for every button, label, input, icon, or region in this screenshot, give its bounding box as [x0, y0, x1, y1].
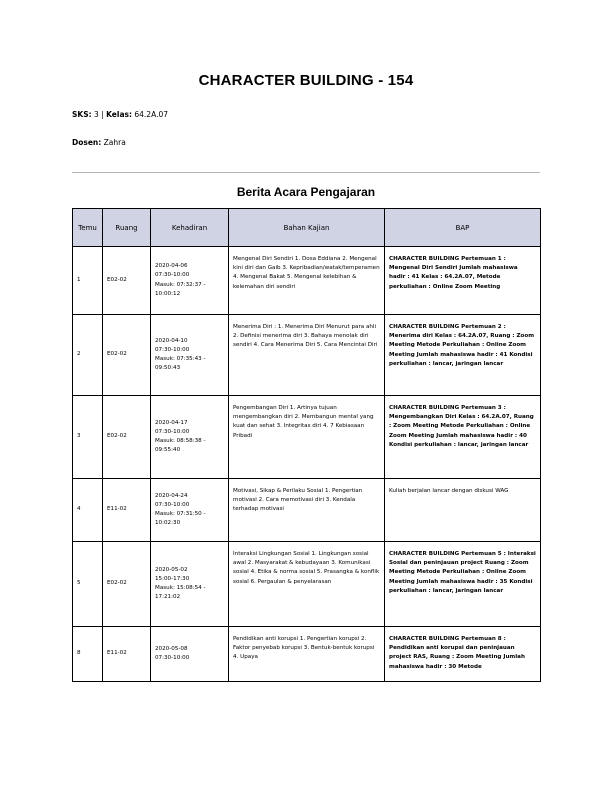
attendance-checkin: Masuk: 07:32:37 -: [155, 281, 206, 288]
attendance-date: 2020-04-06: [155, 263, 188, 270]
attendance-date: 2020-04-24: [155, 492, 188, 499]
cell-kehadiran: [151, 315, 229, 396]
table-row: [73, 479, 541, 542]
table-row: [73, 396, 541, 479]
attendance-date: 2020-05-02: [155, 566, 188, 573]
attendance-checkin: Masuk: 07:35:43 -: [155, 356, 206, 362]
cell-temu: 4: [73, 479, 103, 542]
cell-bap: Kuliah berjalan lancar dengan diskusi WAG: [385, 479, 541, 542]
cell-temu: 3: [73, 396, 103, 479]
attendance-checkout: 10:02:30: [155, 520, 181, 527]
table-row: [73, 315, 541, 396]
attendance-schedule: 07:30-10:00: [155, 272, 190, 279]
attendance-date: 2020-04-10: [155, 337, 188, 344]
section-title: Berita Acara Pengajaran: [236, 185, 376, 199]
cell-ruang: E11-02: [103, 479, 151, 542]
divider: [72, 172, 540, 173]
col-header-bahan-kajian: Bahan Kajian: [229, 209, 385, 247]
cell-temu: 8: [73, 627, 103, 682]
attendance-schedule: 07:30-10:00: [155, 501, 190, 508]
cell-ruang: E02-02: [103, 542, 151, 627]
attendance-checkin: Masuk: 08:58:38 -: [155, 438, 206, 444]
cell-bap: CHARACTER BUILDING Pertemuan 1 : Mengenal Diri Sendiri Jumlah mahasiswa hadir : 41 Kelas : 64.2A.07, Metode perkuliahan : Online Zoom Meeting: [385, 247, 541, 315]
table-header-row: [73, 209, 541, 247]
cell-ruang: E02-02: [103, 315, 151, 396]
cell-kehadiran: [151, 479, 229, 542]
cell-bahan-kajian: Motivasi, Sikap & Perilaku Sosial 1. Pengertian motivasi 2. Cara memotivasi diri 3. Kendala terhadap motivasi: [229, 479, 385, 542]
cell-ruang: E11-02: [103, 627, 151, 682]
attendance-checkout: 09:50:43: [155, 365, 181, 372]
attendance-schedule: 07:30-10:00: [155, 428, 190, 435]
cell-temu: 2: [73, 315, 103, 396]
table-row: [73, 627, 541, 682]
cell-bap: CHARACTER BUILDING Pertemuan 3 : Mengembangkan Diri Kelas : 64.2A.07, Ruang : Zoom Meeting Metode Perkuliahan : Online Zoom Meeting Jumlah mahasiswa hadir : 40 Kondisi perkuliahan : lancar, jaringan lancar: [385, 396, 541, 479]
attendance-date: 2020-05-08: [155, 645, 188, 652]
lecturer-meta: [72, 138, 126, 147]
col-header-bap: BAP: [385, 209, 541, 247]
attendance-checkout: 17:21:02: [155, 594, 181, 601]
cell-bahan-kajian: Pengembangan Diri 1. Artinya tujuan mengembangkan diri 2. Membangun mental yang kuat dan sehat 3. Integritas diri 4. 7 Kebiasaan Pribadi: [229, 396, 385, 479]
sks-value: 3: [94, 110, 99, 119]
dosen-value: Zahra: [103, 138, 126, 147]
meta-separator: |: [101, 110, 104, 119]
cell-bap: CHARACTER BUILDING Pertemuan 2 : Menerima diri Kelas : 64.2A.07, Ruang : Zoom Meeting Metode Perkuliahan : Online Zoom Meeting Jumlah mahasiswa hadir : 41 Kondisi perkuliahan : lancar, jaringan lancar: [385, 315, 541, 396]
cell-kehadiran: [151, 396, 229, 479]
cell-temu: 5: [73, 542, 103, 627]
attendance-schedule: 07:30-10:00: [155, 346, 190, 353]
cell-bap: CHARACTER BUILDING Pertemuan 5 : Interaksi Sosial dan peninjauan project Ruang : Zoom Meeting Metode Perkuliahan : Online Zoom Meeting Jumlah mahasiswa hadir : 35 Kondisi perkuliahan : lancar, jaringan lancar: [385, 542, 541, 627]
cell-kehadiran: [151, 542, 229, 627]
cell-kehadiran: [151, 247, 229, 315]
kelas-value: 64.2A.07: [134, 110, 169, 119]
cell-bahan-kajian: Pendidikan anti korupsi 1. Pengertian korupsi 2. Faktor penyebab korupsi 3. Bentuk-bentuk korupsi 4. Upaya: [229, 627, 385, 682]
table-row: [73, 247, 541, 315]
page-title: CHARACTER BUILDING - 154: [198, 72, 414, 89]
attendance-checkin: Masuk: 07:31:50 -: [155, 511, 206, 517]
cell-bap: CHARACTER BUILDING Pertemuan 8 : Pendidikan anti korupsi dan peninjauan project RAS, Ruang : Zoom Meeting Jumlah mahasiswa hadir : 30 Metode: [385, 627, 541, 682]
dosen-label: Dosen:: [72, 138, 102, 147]
col-header-ruang: Ruang: [103, 209, 151, 247]
teaching-log-table: [72, 208, 541, 682]
cell-bahan-kajian: Interaksi Lingkungan Sosial 1. Lingkungan sosial awal 2. Masyarakat & kebudayaan 3. Komunikasi sosial 4. Etika & norma sosial 5. Prasangka & konflik sosial 6. Pergaulan & penyelarasan: [229, 542, 385, 627]
cell-temu: 1: [73, 247, 103, 315]
attendance-schedule: 15:00-17:30: [155, 575, 190, 582]
attendance-checkout: 10:00:12: [155, 290, 181, 297]
cell-bahan-kajian: Mengenal Diri Sendiri 1. Dosa Eddiana 2. Mengenal kini diri dan Gaib 3. Kepribadian/watak/temperamen 4. Mengenal Bakat 5. Mengenal kelebihan & kelemahan diri sendiri: [229, 247, 385, 315]
cell-bahan-kajian: Menerima Diri : 1. Menerima Diri Menurut para ahli 2. Definisi menerima diri 3. Bahaya menolak diri sendiri 4. Cara Menerima Diri 5. Cara Mencintai Diri: [229, 315, 385, 396]
attendance-checkin: Masuk: 15:08:54 -: [155, 585, 206, 591]
attendance-checkout: 09:55:40: [155, 447, 181, 454]
cell-ruang: E02-02: [103, 396, 151, 479]
kelas-label: Kelas:: [106, 110, 132, 119]
course-meta: [72, 110, 168, 119]
cell-ruang: E02-02: [103, 247, 151, 315]
table-row: [73, 542, 541, 627]
col-header-kehadiran: Kehadiran: [151, 209, 229, 247]
attendance-date: 2020-04-17: [155, 419, 188, 426]
cell-kehadiran: [151, 627, 229, 682]
attendance-schedule: 07:30-10:00: [155, 655, 190, 661]
sks-label: SKS:: [72, 110, 92, 119]
col-header-temu: Temu: [73, 209, 103, 247]
